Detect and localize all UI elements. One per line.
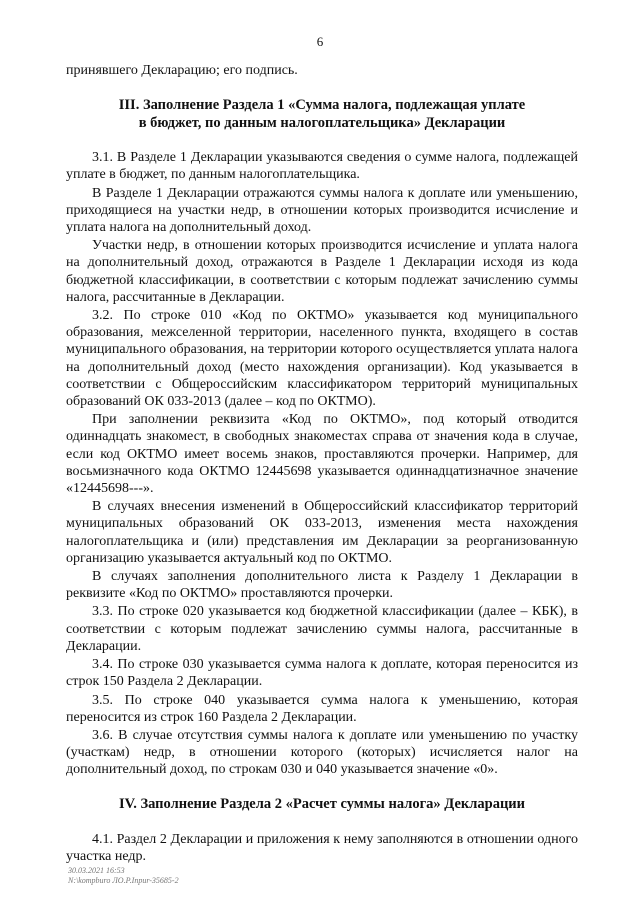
- paragraph-3-1-b: В Разделе 1 Декларации отражаются суммы налога к доплате или уменьшению, приходящиеся на участки недр, в отношении которых производится исчисление и уплата налога на дополнительный доход.: [66, 185, 578, 236]
- page-number: 6: [316, 34, 324, 49]
- paragraph-3-6: 3.6. В случае отсутствия суммы налога к доплате или уменьшению по участку (участкам) недр, в отношении которого (которых) исчисляется налог на дополнительный доход, по строкам 030 и 040 указывается значение «0».: [66, 727, 578, 778]
- paragraph-3-1: 3.1. В Разделе 1 Декларации указываются сведения о сумме налога, подлежащей уплате в бюджет, по данным налогоплательщика.: [66, 150, 578, 183]
- paragraph-3-4: 3.4. По строке 030 указывается сумма налога к доплате, которая переносится из строк 150 Раздела 2 Декларации.: [66, 657, 578, 690]
- paragraph-3-3: 3.3. По строке 020 указывается код бюджетной классификации (далее – КБК), в соответствии с которым подлежат зачислению суммы налога, рассчитанные в Декларации.: [66, 604, 578, 654]
- section-3-heading: [66, 96, 578, 132]
- paragraph-3-1-c: Участки недр, в отношении которых производится исчисление и уплата налога на дополнительный доход, отражаются в Разделе 1 Декларации исходя из кода бюджетной классификации, в соответствии с которым подлежат зачислению суммы налога, рассчитанные в Декларации.: [66, 238, 578, 305]
- paragraph-3-2-c: В случаях внесения изменений в Общероссийский классификатор территорий муниципальных образований ОК 033-2013, изменения места нахождения налогоплательщика и (или) представления им Декларации за реорганизованную организацию указывается актуальный код по ОКТМО.: [66, 499, 578, 566]
- paragraph-3-2-b: При заполнении реквизита «Код по ОКТМО», под который отводится одиннадцать знакомест, в свободных знакоместах справа от значения кода в случае, если код ОКТМО имеет восемь знаков, проставляются прочерки. Например, для восьмизначного кода ОКТМО 12445698 указывается одиннадцатизначное значение «12445698---».: [66, 412, 578, 497]
- section-4-heading: IV. Заполнение Раздела 2 «Расчет суммы налога» Декларации: [118, 795, 526, 812]
- paragraph-4-1: 4.1. Раздел 2 Декларации и приложения к нему заполняются в отношении одного участка недр.: [66, 831, 578, 864]
- paragraph-3-2: 3.2. По строке 010 «Код по ОКТМО» указывается код муниципального образования, межселенной территории, населенного пункта, входящего в состав муниципального образования, на территории которого осуществляется уплата налога на дополнительный доход (место нахождения организации). Код указывается в соответствии с Общероссийским классификатором территорий муниципальных образований ОК 033-2013 (далее – код по ОКТМО).: [66, 308, 578, 410]
- paragraph-3-5: 3.5. По строке 040 указывается сумма налога к уменьшению, которая переносится из строк 160 Раздела 2 Декларации.: [66, 692, 578, 725]
- section-3-heading-line2: в бюджет, по данным налогоплательщика» Декларации: [138, 115, 506, 132]
- footer-line1: 30.03.2021 16:53: [68, 866, 125, 875]
- footer-line2: N:\kompburo ЛО.Р.Inpur-35685-2: [68, 876, 179, 885]
- section-3-heading-line1: III. Заполнение Раздела 1 «Сумма налога, подлежащая уплате: [118, 97, 526, 114]
- footer-stamp: [68, 866, 179, 886]
- paragraph-3-2-d: В случаях заполнения дополнительного листа к Разделу 1 Декларации в реквизите «Код по ОКТМО» проставляются прочерки.: [66, 569, 578, 602]
- document-body: [66, 62, 578, 865]
- lead-text: принявшего Декларацию; его подпись.: [66, 63, 298, 78]
